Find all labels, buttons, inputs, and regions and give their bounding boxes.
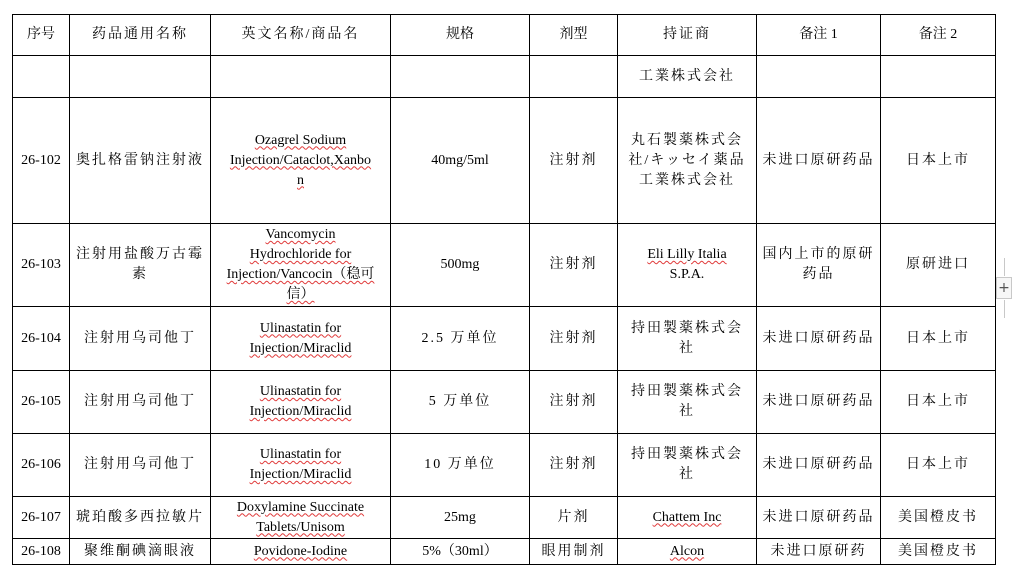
english-line: Vancomycin xyxy=(265,227,336,242)
holder-line: 社 xyxy=(679,404,695,419)
cell-no: 26-102 xyxy=(13,98,70,224)
english-line: Ozagrel Sodium xyxy=(254,132,347,148)
cell-generic-name: 注射用乌司他丁 xyxy=(70,434,211,497)
cell-english-name xyxy=(211,98,391,224)
holder-line: 社/キッセイ薬品 xyxy=(628,152,746,168)
cell-form: 注射剂 xyxy=(530,98,618,224)
add-table-row-button[interactable]: + xyxy=(996,277,1012,299)
table-row-continuation xyxy=(13,56,996,98)
cell-no: 26-107 xyxy=(13,497,70,539)
holder-line: 社 xyxy=(679,467,695,482)
cell-note2: 美国橙皮书 xyxy=(881,497,996,539)
table-row xyxy=(13,98,996,224)
holder-line: 工業株式会社 xyxy=(639,172,735,188)
cell-english-name xyxy=(211,434,391,497)
cell-no: 26-108 xyxy=(13,539,70,565)
cell-note1: 未进口原研药品 xyxy=(757,371,881,434)
english-line: Ulinastatin for xyxy=(259,384,342,399)
table-row xyxy=(13,497,996,539)
cell-spec: 500mg xyxy=(391,224,530,307)
english-line: Injection/Miraclid xyxy=(249,340,352,356)
table-row xyxy=(13,307,996,371)
english-line: Injection/Cataclot,Xanbo xyxy=(229,152,372,168)
table-row xyxy=(13,539,996,565)
holder-line: 丸石製薬株式会 xyxy=(631,132,743,148)
header-cell-english-name: 英文名称/商品名 xyxy=(211,15,391,56)
cell-empty xyxy=(70,56,211,98)
cell-note2: 日本上市 xyxy=(881,434,996,497)
cell-empty xyxy=(13,56,70,98)
cell-english-name xyxy=(211,497,391,539)
margin-rule xyxy=(1004,300,1005,318)
english-line: Povidone-Iodine xyxy=(253,543,348,559)
cell-note1: 未进口原研药品 xyxy=(757,497,881,539)
cell-form: 片剂 xyxy=(530,497,618,539)
cell-form: 注射剂 xyxy=(530,307,618,371)
cell-note2: 美国橙皮书 xyxy=(881,539,996,565)
cell-no: 26-103 xyxy=(13,224,70,307)
english-line: Ulinastatin for xyxy=(259,447,342,462)
holder-line: 持田製薬株式会 xyxy=(631,447,743,462)
english-line: Injection/Miraclid xyxy=(249,404,352,419)
drug-table xyxy=(12,14,996,565)
cell-note2: 日本上市 xyxy=(881,307,996,371)
cell-spec: 40mg/5ml xyxy=(391,98,530,224)
cell-holder xyxy=(618,497,757,539)
english-line: Doxylamine Succinate xyxy=(236,499,365,515)
cell-generic-name: 聚维酮碘滴眼液 xyxy=(70,539,211,565)
english-line: Hydrochloride for xyxy=(249,247,352,262)
cell-note1: 未进口原研药 xyxy=(757,539,881,565)
cell-note2: 原研进口 xyxy=(881,224,996,307)
cell-spec: 5%（30ml） xyxy=(391,539,530,565)
cell-english-name xyxy=(211,307,391,371)
cell-empty xyxy=(530,56,618,98)
holder-line: S.P.A. xyxy=(669,267,705,282)
holder-line: 持田製薬株式会 xyxy=(631,320,743,336)
table-row xyxy=(13,434,996,497)
holder-line: Eli Lilly Italia xyxy=(647,247,727,262)
cell-generic-name: 注射用乌司他丁 xyxy=(70,307,211,371)
cell-generic-name: 琥珀酸多西拉敏片 xyxy=(70,497,211,539)
cell-holder xyxy=(618,307,757,371)
cell-note2: 日本上市 xyxy=(881,98,996,224)
cell-no: 26-105 xyxy=(13,371,70,434)
cell-holder xyxy=(618,539,757,565)
cell-note1: 国内上市的原研药品 xyxy=(757,224,881,307)
english-line: Injection/Miraclid xyxy=(249,467,352,482)
cell-note2: 日本上市 xyxy=(881,371,996,434)
cell-form: 眼用制剂 xyxy=(530,539,618,565)
holder-line: 持田製薬株式会 xyxy=(631,384,743,399)
cell-empty xyxy=(211,56,391,98)
cell-note1: 未进口原研药品 xyxy=(757,307,881,371)
header-row xyxy=(13,15,996,56)
holder-line: Alcon xyxy=(669,543,705,559)
english-line: Injection/Vancocin（稳可 xyxy=(226,267,375,282)
cell-holder xyxy=(618,371,757,434)
cell-holder xyxy=(618,224,757,307)
cell-spec: 5 万单位 xyxy=(391,371,530,434)
table-row xyxy=(13,371,996,434)
holder-line: Chattem Inc xyxy=(652,509,722,525)
cell-english-name xyxy=(211,539,391,565)
header-cell-form: 剂型 xyxy=(530,15,618,56)
header-cell-generic-name: 药品通用名称 xyxy=(70,15,211,56)
cell-no: 26-104 xyxy=(13,307,70,371)
cell-empty xyxy=(881,56,996,98)
cell-no: 26-106 xyxy=(13,434,70,497)
cell-note1: 未进口原研药品 xyxy=(757,434,881,497)
holder-line: 社 xyxy=(679,340,695,356)
header-cell-no: 序号 xyxy=(13,15,70,56)
page-crop-mask xyxy=(12,565,995,571)
cell-form: 注射剂 xyxy=(530,371,618,434)
cell-english-name xyxy=(211,371,391,434)
margin-rule xyxy=(1004,258,1005,276)
english-line: 信） xyxy=(286,287,315,302)
cell-form: 注射剂 xyxy=(530,224,618,307)
english-line: Ulinastatin for xyxy=(259,320,342,336)
header-cell-note1: 备注 1 xyxy=(757,15,881,56)
header-cell-spec: 规格 xyxy=(391,15,530,56)
cell-holder: 工業株式会社 xyxy=(618,56,757,98)
cell-holder xyxy=(618,434,757,497)
cell-generic-name: 注射用盐酸万古霉素 xyxy=(70,224,211,307)
cell-spec: 25mg xyxy=(391,497,530,539)
cell-note1: 未进口原研药品 xyxy=(757,98,881,224)
cell-empty xyxy=(391,56,530,98)
cell-holder xyxy=(618,98,757,224)
english-line: n xyxy=(297,172,304,188)
header-cell-note2: 备注 2 xyxy=(881,15,996,56)
cell-empty xyxy=(757,56,881,98)
cell-form: 注射剂 xyxy=(530,434,618,497)
cell-spec: 2.5 万单位 xyxy=(391,307,530,371)
cell-spec: 10 万单位 xyxy=(391,434,530,497)
cell-generic-name: 注射用乌司他丁 xyxy=(70,371,211,434)
cell-english-name xyxy=(211,224,391,307)
table-row xyxy=(13,224,996,307)
english-line: Tablets/Unisom xyxy=(256,519,345,535)
cell-generic-name: 奥扎格雷钠注射液 xyxy=(70,98,211,224)
header-cell-holder: 持证商 xyxy=(618,15,757,56)
